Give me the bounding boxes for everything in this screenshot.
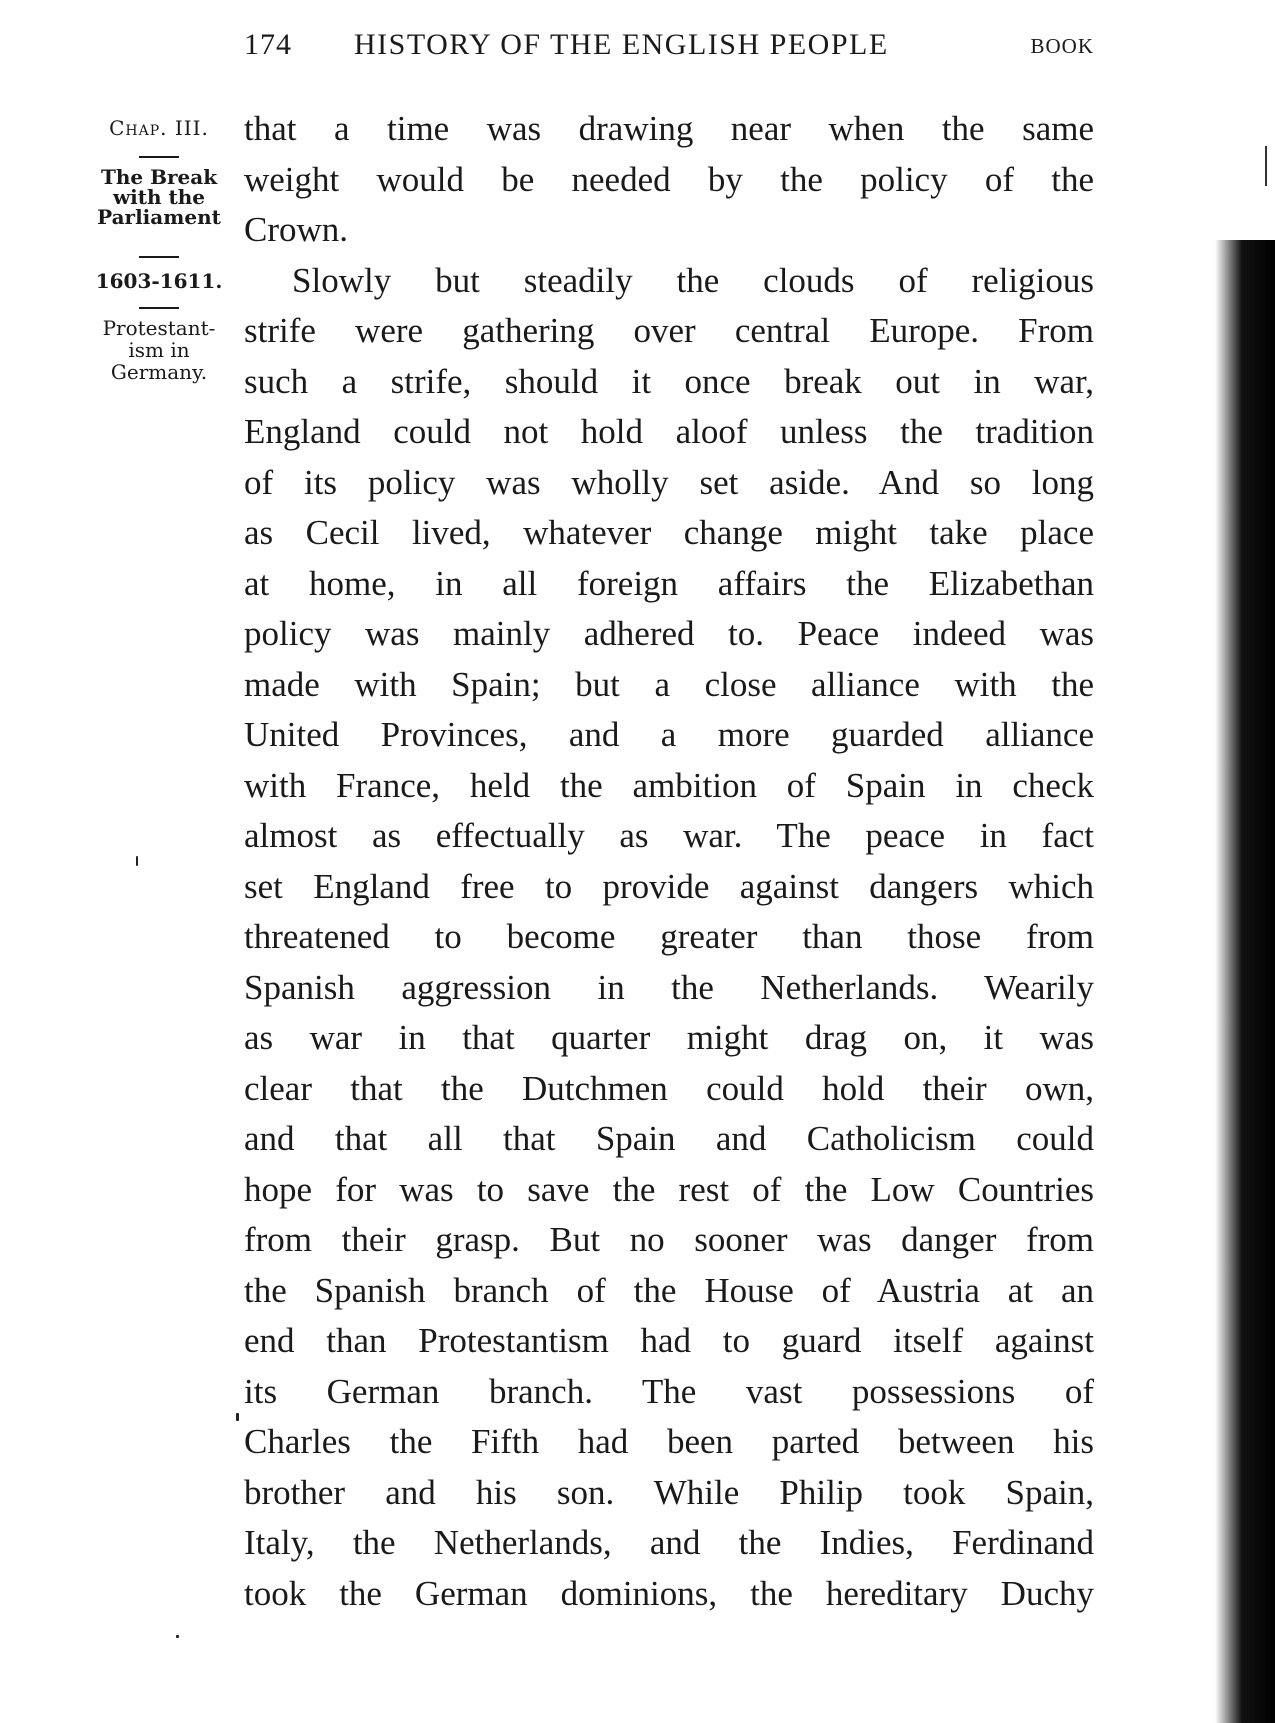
topic-note-line: Protestant-	[102, 316, 216, 340]
scan-edge-line	[1265, 146, 1267, 186]
text-line: United Provinces, and a more guarded alliance	[244, 715, 1094, 754]
dates-note: 1603-1611.	[95, 269, 223, 293]
text-line: brother and his son. While Philip took Spain,	[244, 1472, 1094, 1512]
text-line: of its policy was wholly set aside. And so long	[244, 462, 1094, 502]
text-line: as Cecil lived, whatever change might take place	[244, 513, 1094, 552]
text-line: and that all that Spain and Catholicism could	[244, 1119, 1094, 1158]
text-line: clear that the Dutchmen could hold their own,	[244, 1068, 1094, 1108]
scan-speck	[236, 1413, 239, 1421]
text-line: took the German dominions, the hereditary Duchy	[244, 1573, 1094, 1613]
scan-speck	[176, 1635, 179, 1638]
chapter-note: Chap. III.	[109, 116, 209, 140]
text-line: at home, in all foreign affairs the Elizabethan	[244, 563, 1094, 603]
text-line: Charles the Fifth had been parted between his	[244, 1422, 1094, 1461]
margin-rule	[139, 307, 179, 309]
text-line: England could not hold aloof unless the tradition	[244, 412, 1094, 451]
text-line: from their grasp. But no sooner was danger from	[244, 1220, 1094, 1259]
text-line: strife were gathering over central Europe. From	[244, 311, 1094, 350]
text-line: Slowly but steadily the clouds of religious	[292, 260, 1094, 300]
text-line: policy was mainly adhered to. Peace indeed was	[244, 614, 1094, 653]
section-note	[88, 167, 230, 227]
text-line: end than Protestantism had to guard itself against	[244, 1321, 1094, 1360]
section-note-line: The Break	[100, 165, 218, 189]
topic-note-line: ism in	[128, 338, 190, 362]
margin-rule	[139, 156, 179, 158]
text-line: hope for was to save the rest of the Low Countries	[244, 1169, 1094, 1209]
topic-note-line: Germany.	[110, 360, 208, 384]
text-line: Spanish aggression in the Netherlands. Wearily	[244, 967, 1094, 1007]
text-line: as war in that quarter might drag on, it was	[244, 1018, 1094, 1057]
section-note-line: Parliament	[97, 205, 221, 229]
margin-rule	[139, 256, 179, 258]
text-line: with France, held the ambition of Spain in check	[244, 765, 1094, 805]
scan-edge-shadow	[1215, 240, 1275, 1723]
page-number: 174	[244, 28, 292, 61]
topic-note	[88, 317, 230, 383]
text-line: made with Spain; but a close alliance with the	[244, 664, 1094, 704]
text-line: almost as effectually as war. The peace in fact	[244, 816, 1094, 855]
running-title: HISTORY OF THE ENGLISH PEOPLE	[354, 28, 889, 61]
text-line: that a time was drawing near when the same	[244, 109, 1094, 148]
text-line: threatened to become greater than those from	[244, 917, 1094, 956]
text-line: its German branch. The vast possessions of	[244, 1371, 1094, 1411]
text-line: Crown.	[244, 210, 349, 249]
text-line: set England free to provide against dangers which	[244, 866, 1094, 906]
text-line: weight would be needed by the policy of the	[244, 159, 1094, 199]
scan-speck	[136, 856, 138, 866]
book-label: BOOK	[1030, 34, 1094, 58]
running-head	[244, 28, 1094, 68]
text-line: Italy, the Netherlands, and the Indies, Ferdinand	[244, 1523, 1094, 1562]
section-note-line: with the	[112, 185, 206, 209]
text-line: such a strife, should it once break out in war,	[244, 361, 1094, 401]
text-line: the Spanish branch of the House of Austria at an	[244, 1270, 1094, 1310]
body-text	[244, 104, 1094, 1619]
